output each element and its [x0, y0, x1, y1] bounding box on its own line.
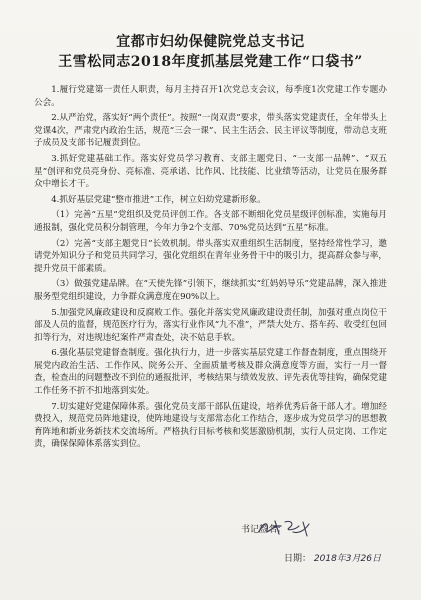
title-line-1: 宜都市妇幼保健院党总支书记: [116, 34, 305, 50]
paragraph-4: 4.抓好基层党建“整市推进”工作，树立妇幼党建新形象。: [51, 194, 266, 205]
paragraph-3: 3.抓好党建基础工作。落实好党员学习教育、支部主题党日、“一支部一品牌”、“双五星”创评和党员亮身份、亮标准、亮承诺、比作风、比技能、比业绩等活动，让党员在服务群众中增长才干。: [34, 153, 387, 190]
document-title: [34, 32, 387, 72]
paragraph-5: 5.加强党风廉政建设和反腐败工作。强化并落实党风廉政建设责任制，加强对重点岗位干部及人员的监督，规范医疗行为，落实行业作风“九不准”，严禁大处方、搭车药、收受红包回扣等行为，对违规违纪案件严肃查处，决不姑息手软。: [34, 307, 387, 343]
date-value: 2018年3月26日: [313, 554, 381, 564]
paragraph-4-1: （1）完善“五星”党组织及党员评创工作。各支部不断细化党员星级评创标准，实施每月通报制，强化党员积分制管理，今年力争2个支部、70%党员达到“五星”标准。: [34, 210, 387, 233]
paragraph-4-3: （3）做强党建品牌。在“天使先锋”引领下，继续抓实“红妈妈导乐”党建品牌，深入推进服务型党组织建设，力争群众满意度在90%以上。: [34, 279, 387, 302]
paragraph-4-2: （2）完善“支部主题党日”长效机制。带头落实双重组织生活制度，坚持经常性学习，邀请党外知识分子和党员共同学习，强化党组织在青年业务骨干中的吸引力，提高群众参与率，提升党员干部素质。: [34, 238, 387, 274]
paragraph-6: 6.强化基层党建督查制度。强化执行力，进一步落实基层党建工作督查制度，重点围绕开展党内政治生活、工作作风、院务公开、全面质量考核及群众满意度等方面，实行一月一督查，检查出的问题整改不到位的通报批评，考核结果与绩效发放、评先表优等挂钩，确保党建工作任务不折不扣地落到实处。: [34, 348, 387, 397]
paragraph-2: 2.从严治党，落实好“两个责任”。按照“一岗双责”要求，带头落实党建责任，全年带头上党课4次，严肃党内政治生活，规范“三会一课”、民主生活会、民主评议等制度，带动总支班子成员及支部书记履责到位。: [34, 113, 387, 149]
handwritten-signature-image: [255, 516, 325, 540]
document-body: [34, 84, 387, 451]
paragraph-1: 1.履行党建第一责任人职责，每月主持召开1次党总支会议，每季度1次党建工作专题办公会。: [34, 85, 387, 108]
date-label: 日期：: [284, 554, 312, 564]
paragraph-7: 7.切实建好党建保障体系。强化党员支部干部队伍建设，培养优秀后备干部人才。增加经费投入，规范党员阵地建设，使阵地建设与支部常态化工作结合，逐步成为党员学习的思想教育阵地和新业务新技术交流场所。严格执行目标考核和奖惩激励机制，实行人员定岗、工作定责，确保保障体系落实到位。: [34, 401, 387, 450]
title-line-2: 王雪松同志2018年度抓基层党建工作“口袋书”: [58, 54, 363, 70]
signer-label: 书记签名：: [240, 525, 286, 535]
date-row: [284, 551, 381, 564]
